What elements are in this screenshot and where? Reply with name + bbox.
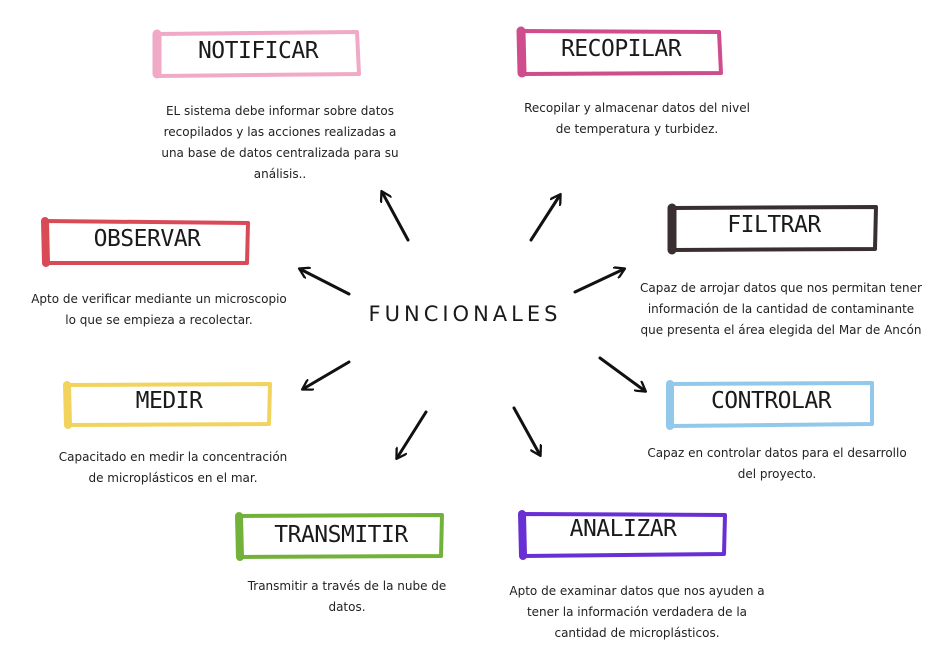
recopilar-description: Recopilar y almacenar datos del nivel de temperatura y turbidez. (524, 101, 750, 136)
node-filtrar (668, 204, 880, 252)
node-recopilar (518, 28, 724, 76)
arrow-to-medir (303, 362, 349, 389)
medir-description: Capacitado en medir la concentración de microplásticos en el mar. (58, 450, 288, 485)
medir-title: MEDIR (135, 388, 203, 414)
transmitir-title: TRANSMITIR (274, 522, 408, 548)
filtrar-title: FILTRAR (727, 212, 821, 238)
controlar-title: CONTROLAR (710, 388, 832, 414)
node-transmitir (236, 512, 446, 560)
arrow-to-analizar (514, 408, 540, 455)
recopilar-title: RECOPILAR (560, 36, 682, 62)
node-analizar (518, 510, 728, 558)
filtrar-description: Capaz de arrojar datos que nos permitan tener información de la cantidad de contaminante que presenta el área elegida del Mar de Ancón (640, 281, 922, 337)
center-label: FUNCIONALES (368, 302, 562, 326)
arrow-to-notificar (382, 192, 408, 240)
analizar-title: ANALIZAR (569, 516, 677, 542)
arrow-to-controlar (600, 358, 645, 391)
node-medir (64, 380, 274, 428)
node-controlar (666, 380, 876, 428)
arrow-to-recopilar (531, 195, 560, 240)
arrow-to-observar (300, 269, 349, 294)
arrow-to-filtrar (575, 269, 624, 292)
observar-description: Apto de verificar mediante un microscopio lo que se empieza a recolectar. (31, 292, 287, 327)
controlar-description: Capaz en controlar datos para el desarrollo del proyecto. (647, 446, 907, 481)
notificar-description: EL sistema debe informar sobre datos recopilados y las acciones realizadas a una base de datos centralizada para su análisis.. (161, 104, 399, 181)
node-notificar (153, 30, 363, 78)
analizar-description: Apto de examinar datos que nos ayuden a tener la información verdadera de la cantidad de microplásticos. (509, 584, 765, 640)
node-observar (42, 218, 252, 266)
notificar-title: NOTIFICAR (197, 38, 319, 64)
observar-title: OBSERVAR (93, 226, 201, 252)
transmitir-description: Transmitir a través de la nube de datos. (247, 579, 447, 614)
arrow-to-transmitir (397, 412, 426, 458)
